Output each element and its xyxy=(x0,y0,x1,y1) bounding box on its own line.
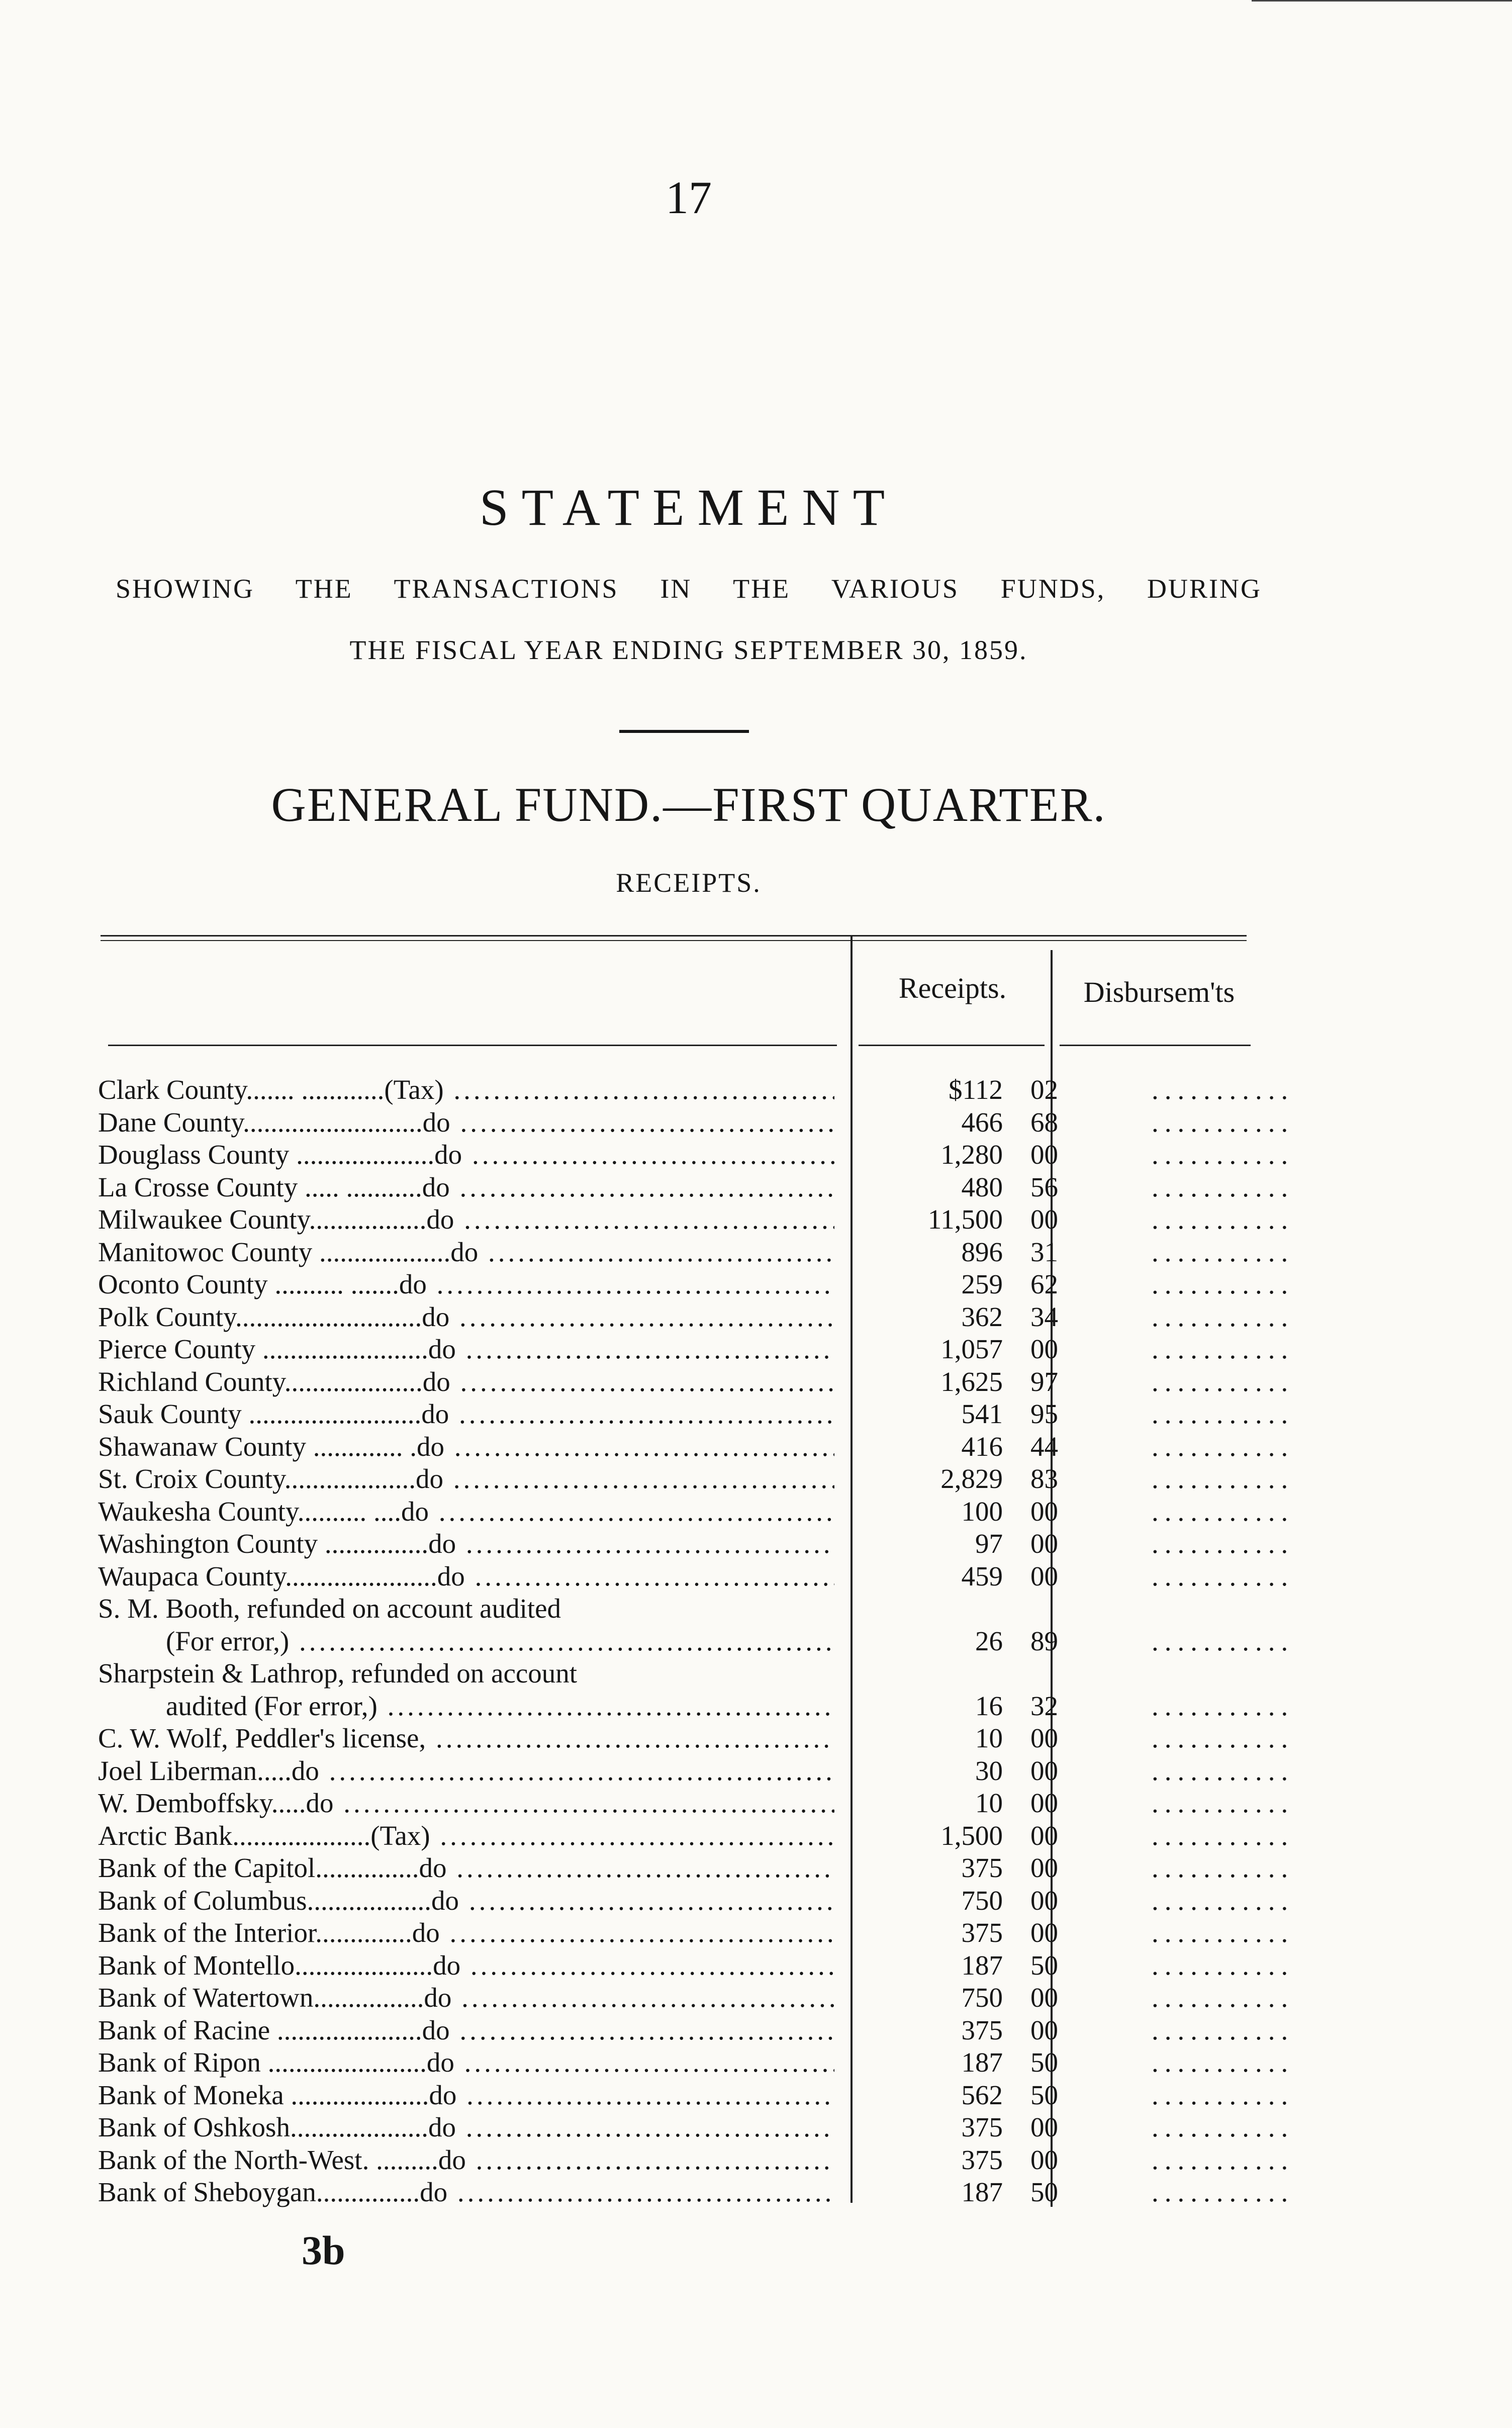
table-row xyxy=(98,1139,1294,1171)
row-label: Douglass County ....................do ..... xyxy=(98,1139,834,1171)
disbursement-cell: ........... xyxy=(1152,2177,1294,2207)
receipt-cents: 83 xyxy=(1030,1463,1058,1494)
receipt-dollars: 375 xyxy=(961,1917,1003,1948)
table-row xyxy=(98,1593,1294,1625)
receipt-dollars: 1,625 xyxy=(940,1366,1003,1397)
receipt-dollars: 10 xyxy=(975,1788,1003,1818)
receipt-amount xyxy=(867,1787,1088,1819)
table-row xyxy=(98,1657,1294,1690)
receipt-amount xyxy=(867,1139,1088,1171)
disbursement-cell: ........... xyxy=(1152,1171,1294,1202)
receipt-dollars: 750 xyxy=(961,1982,1003,2013)
receipt-dollars: 187 xyxy=(961,1949,1003,1981)
receipt-dollars: 16 xyxy=(975,1690,1003,1721)
receipt-cents: 68 xyxy=(1030,1106,1058,1138)
receipt-dollars: 11,500 xyxy=(927,1204,1003,1235)
row-label: W. Demboffsky.....do ..... xyxy=(98,1787,834,1819)
row-label: Sauk County .........................do ..... xyxy=(98,1398,834,1430)
row-label: S. M. Booth, refunded on account audited xyxy=(98,1593,561,1624)
receipt-amount xyxy=(867,1398,1088,1430)
receipt-amount xyxy=(867,1074,1088,1106)
row-label: Polk County...........................do ..... xyxy=(98,1301,834,1333)
disbursement-cell: ........... xyxy=(1152,1723,1294,1753)
receipt-cents: 00 xyxy=(1030,1917,1058,1948)
table-row xyxy=(98,1787,1294,1819)
receipt-amount xyxy=(867,1171,1088,1203)
receipts-column-header: Receipts. xyxy=(898,972,1007,1004)
table-row xyxy=(98,1366,1294,1398)
row-label: Waupaca County......................do ..... xyxy=(98,1560,834,1593)
table-row xyxy=(98,1885,1294,1917)
row-label: Dane County..........................do ..... xyxy=(98,1106,834,1139)
table-row xyxy=(98,1236,1294,1268)
receipt-amount xyxy=(867,1657,1088,1690)
receipt-cents: 97 xyxy=(1030,1366,1058,1397)
receipt-cents: 00 xyxy=(1030,1139,1058,1170)
receipt-dollars: 480 xyxy=(961,1171,1003,1202)
table-row xyxy=(98,2111,1294,2143)
receipt-cents: 02 xyxy=(1030,1074,1058,1105)
section-caption: RECEIPTS. xyxy=(616,868,762,898)
row-label: Richland County....................do ..... xyxy=(98,1366,834,1398)
receipt-cents: 50 xyxy=(1030,2177,1058,2207)
receipt-cents: 00 xyxy=(1030,1885,1058,1916)
table-row xyxy=(98,1560,1294,1593)
receipt-amount xyxy=(867,1820,1088,1852)
receipt-dollars: 97 xyxy=(975,1528,1003,1559)
disbursement-cell: ........... xyxy=(1152,2144,1294,2175)
top-edge-rule xyxy=(1252,0,1512,2)
disbursement-cell: ........... xyxy=(1152,1528,1294,1559)
receipt-dollars: 1,057 xyxy=(940,1334,1003,1364)
receipt-amount xyxy=(867,1755,1088,1787)
receipt-cents: 00 xyxy=(1030,2144,1058,2175)
table-row xyxy=(98,2176,1294,2208)
table-row xyxy=(98,1722,1294,1754)
receipt-amount xyxy=(867,1203,1088,1236)
receipt-cents: 31 xyxy=(1030,1236,1058,1267)
table-row xyxy=(98,1106,1294,1139)
receipt-dollars: 466 xyxy=(961,1106,1003,1138)
row-label: Waukesha County.......... ....do ..... xyxy=(98,1496,834,1528)
disbursement-cell: ........... xyxy=(1152,1398,1294,1429)
receipt-amount xyxy=(867,1917,1088,1949)
receipt-dollars: 562 xyxy=(961,2079,1003,2110)
table-row xyxy=(98,1431,1294,1463)
disbursement-cell: ........... xyxy=(1152,1366,1294,1397)
row-label: Bank of Moneka ....................do ..... xyxy=(98,2079,834,2111)
disbursement-cell: ........... xyxy=(1152,1431,1294,1462)
table-row xyxy=(98,1690,1294,1722)
row-label: Bank of Oshkosh....................do ..... xyxy=(98,2111,834,2143)
disbursement-cell: ........... xyxy=(1152,1463,1294,1494)
receipt-dollars: 541 xyxy=(961,1398,1003,1429)
receipt-amount xyxy=(867,1625,1088,1657)
table-row xyxy=(98,1917,1294,1949)
receipt-amount xyxy=(867,1463,1088,1495)
receipt-dollars: 2,829 xyxy=(940,1463,1003,1494)
table-row xyxy=(98,2014,1294,2046)
receipt-cents: 00 xyxy=(1030,1852,1058,1883)
row-label: Bank of Sheboygan...............do ..... xyxy=(98,2176,834,2208)
disbursement-cell: ........... xyxy=(1152,1885,1294,1916)
receipt-dollars: 187 xyxy=(961,2047,1003,2078)
receipt-amount xyxy=(867,1431,1088,1463)
receipt-cents: 00 xyxy=(1030,1723,1058,1753)
receipt-amount xyxy=(867,2176,1088,2208)
row-label: Arctic Bank....................(Tax) ..... xyxy=(98,1820,834,1852)
page-number: 17 xyxy=(666,172,712,223)
table-row xyxy=(98,1463,1294,1495)
row-label: audited (For error,) ..... xyxy=(166,1690,834,1722)
receipt-cents: 00 xyxy=(1030,1820,1058,1851)
row-label: Joel Liberman.....do ..... xyxy=(98,1755,834,1787)
receipt-amount xyxy=(867,1852,1088,1884)
receipt-amount xyxy=(867,1301,1088,1333)
receipt-cents: 95 xyxy=(1030,1398,1058,1429)
table-top-rule xyxy=(101,935,1247,937)
row-label: Washington County ...............do ..... xyxy=(98,1528,834,1560)
receipt-dollars: $112 xyxy=(949,1074,1003,1105)
table-row xyxy=(98,1625,1294,1657)
table-row xyxy=(98,1074,1294,1106)
section-divider xyxy=(619,730,749,733)
row-label: Clark County....... ............(Tax) ..... xyxy=(98,1074,834,1106)
row-label: Bank of Watertown................do ..... xyxy=(98,1982,834,2014)
table-row xyxy=(98,2046,1294,2079)
disbursement-cell: ........... xyxy=(1152,1074,1294,1105)
receipt-amount xyxy=(867,1496,1088,1528)
table-row xyxy=(98,1528,1294,1560)
receipt-dollars: 1,500 xyxy=(940,1820,1003,1851)
disbursement-cell: ........... xyxy=(1152,2079,1294,2110)
receipt-cents: 56 xyxy=(1030,1171,1058,1202)
row-label: Bank of the North-West. .........do ..... xyxy=(98,2144,834,2176)
receipt-cents: 00 xyxy=(1030,2014,1058,2045)
header-rule-left xyxy=(108,1045,837,1046)
disbursement-cell: ........... xyxy=(1152,2014,1294,2045)
disbursement-cell: ........... xyxy=(1152,2047,1294,2078)
receipt-dollars: 187 xyxy=(961,2177,1003,2207)
receipt-dollars: 896 xyxy=(961,1236,1003,1267)
receipt-cents: 00 xyxy=(1030,1755,1058,1786)
receipt-amount xyxy=(867,1528,1088,1560)
fund-title: GENERAL FUND.—FIRST QUARTER. xyxy=(271,778,1106,831)
receipt-cents: 50 xyxy=(1030,1949,1058,1981)
receipt-amount xyxy=(867,1885,1088,1917)
receipt-amount xyxy=(867,2079,1088,2111)
receipt-amount xyxy=(867,1722,1088,1754)
receipt-cents: 34 xyxy=(1030,1301,1058,1332)
subtitle-line-1: SHOWING THE TRANSACTIONS IN THE VARIOUS FUNDS, DURING xyxy=(116,574,1262,604)
row-label: La Crosse County ..... ...........do ..... xyxy=(98,1171,834,1203)
receipt-cents: 00 xyxy=(1030,1496,1058,1527)
receipt-amount xyxy=(867,1949,1088,1982)
receipt-dollars: 259 xyxy=(961,1269,1003,1299)
disbursement-cell: ........... xyxy=(1152,1820,1294,1851)
table-row xyxy=(98,2144,1294,2176)
table-row xyxy=(98,1852,1294,1884)
table-row xyxy=(98,1755,1294,1787)
row-label: (For error,) ..... xyxy=(166,1625,834,1657)
row-label: Bank of the Capitol...............do ..... xyxy=(98,1852,834,1884)
disbursement-cell: ........... xyxy=(1152,1139,1294,1170)
row-label: St. Croix County...................do ..... xyxy=(98,1463,834,1495)
receipt-dollars: 1,280 xyxy=(940,1139,1003,1170)
table-top-rule-inner xyxy=(101,940,1247,941)
header-rule-middle xyxy=(859,1045,1045,1046)
table-row xyxy=(98,1982,1294,2014)
receipt-amount xyxy=(867,2144,1088,2176)
row-label: Milwaukee County.................do ..... xyxy=(98,1203,834,1236)
disbursement-cell: ........... xyxy=(1152,1755,1294,1786)
receipt-dollars: 10 xyxy=(975,1723,1003,1753)
table-row xyxy=(98,1203,1294,1236)
receipt-amount xyxy=(867,2111,1088,2143)
receipt-amount xyxy=(867,1268,1088,1300)
receipt-amount xyxy=(867,2014,1088,2046)
disbursement-cell: ........... xyxy=(1152,1269,1294,1299)
row-label: Bank of Columbus..................do ..... xyxy=(98,1885,834,1917)
receipt-amount xyxy=(867,1690,1088,1722)
receipt-dollars: 26 xyxy=(975,1625,1003,1656)
receipt-dollars: 459 xyxy=(961,1560,1003,1592)
row-label: Shawanaw County ............. .do ..... xyxy=(98,1431,834,1463)
receipt-dollars: 100 xyxy=(961,1496,1003,1527)
table-row xyxy=(98,1496,1294,1528)
receipt-cents: 89 xyxy=(1030,1625,1058,1656)
receipt-amount xyxy=(867,1982,1088,2014)
receipt-cents: 00 xyxy=(1030,1560,1058,1592)
receipt-amount xyxy=(867,1560,1088,1593)
receipt-amount xyxy=(867,1593,1088,1625)
disbursement-cell: ........... xyxy=(1152,1852,1294,1883)
row-label: Oconto County .......... .......do ..... xyxy=(98,1268,834,1300)
receipt-dollars: 416 xyxy=(961,1431,1003,1462)
receipt-dollars: 362 xyxy=(961,1301,1003,1332)
disbursement-cell: ........... xyxy=(1152,1625,1294,1656)
table-row xyxy=(98,1171,1294,1203)
receipt-amount xyxy=(867,1106,1088,1139)
statement-title: STATEMENT xyxy=(479,479,898,536)
disbursement-cell: ........... xyxy=(1152,1334,1294,1364)
row-label: Bank of Racine .....................do ..... xyxy=(98,2014,834,2046)
receipt-cents: 00 xyxy=(1030,1528,1058,1559)
row-label: Bank of the Interior..............do ..... xyxy=(98,1917,834,1949)
disbursement-cell: ........... xyxy=(1152,1982,1294,2013)
receipt-dollars: 375 xyxy=(961,2144,1003,2175)
receipt-cents: 50 xyxy=(1030,2079,1058,2110)
table-row xyxy=(98,1268,1294,1300)
receipt-amount xyxy=(867,1333,1088,1365)
header-rule-right xyxy=(1060,1045,1251,1046)
disbursement-cell: ........... xyxy=(1152,1788,1294,1818)
row-label: Manitowoc County ...................do ..... xyxy=(98,1236,834,1268)
receipt-cents: 00 xyxy=(1030,1204,1058,1235)
receipt-cents: 50 xyxy=(1030,2047,1058,2078)
receipt-dollars: 375 xyxy=(961,2112,1003,2142)
receipt-amount xyxy=(867,1236,1088,1268)
disbursement-cell: ........... xyxy=(1152,1236,1294,1267)
receipt-cents: 00 xyxy=(1030,1982,1058,2013)
receipt-dollars: 750 xyxy=(961,1885,1003,1916)
table-row xyxy=(98,1949,1294,1982)
table-row xyxy=(98,1398,1294,1430)
disbursement-cell: ........... xyxy=(1152,1690,1294,1721)
receipt-amount xyxy=(867,1366,1088,1398)
disbursement-cell: ........... xyxy=(1152,2112,1294,2142)
table-row xyxy=(98,2079,1294,2111)
row-label: Bank of Ripon .......................do ..... xyxy=(98,2046,834,2079)
receipt-cents: 44 xyxy=(1030,1431,1058,1462)
row-label: Sharpstein & Lathrop, refunded on account xyxy=(98,1658,578,1689)
row-label: Bank of Montello....................do ..... xyxy=(98,1949,834,1982)
disbursement-cell: ........... xyxy=(1152,1106,1294,1138)
disbursement-cell: ........... xyxy=(1152,1204,1294,1235)
receipt-cents: 62 xyxy=(1030,1269,1058,1299)
disbursement-cell: ........... xyxy=(1152,1560,1294,1592)
table-row xyxy=(98,1301,1294,1333)
row-label: C. W. Wolf, Peddler's license, ..... xyxy=(98,1722,834,1754)
receipt-amount xyxy=(867,2046,1088,2079)
disbursement-cell: ........... xyxy=(1152,1496,1294,1527)
table-row xyxy=(98,1333,1294,1365)
table-row xyxy=(98,1820,1294,1852)
disbursement-cell: ........... xyxy=(1152,1949,1294,1981)
disbursements-column-header: Disbursem'ts xyxy=(1083,976,1235,1008)
disbursement-cell: ........... xyxy=(1152,1301,1294,1332)
receipt-dollars: 30 xyxy=(975,1755,1003,1786)
receipt-cents: 00 xyxy=(1030,1788,1058,1818)
receipt-cents: 00 xyxy=(1030,2112,1058,2142)
receipt-dollars: 375 xyxy=(961,2014,1003,2045)
receipt-dollars: 375 xyxy=(961,1852,1003,1883)
disbursement-cell: ........... xyxy=(1152,1917,1294,1948)
subtitle-line-2: THE FISCAL YEAR ENDING SEPTEMBER 30, 1859. xyxy=(349,635,1028,665)
signature-mark: 3b xyxy=(302,2227,345,2273)
receipt-cents: 32 xyxy=(1030,1690,1058,1721)
receipt-cents: 00 xyxy=(1030,1334,1058,1364)
row-label: Pierce County ........................do ..... xyxy=(98,1333,834,1365)
